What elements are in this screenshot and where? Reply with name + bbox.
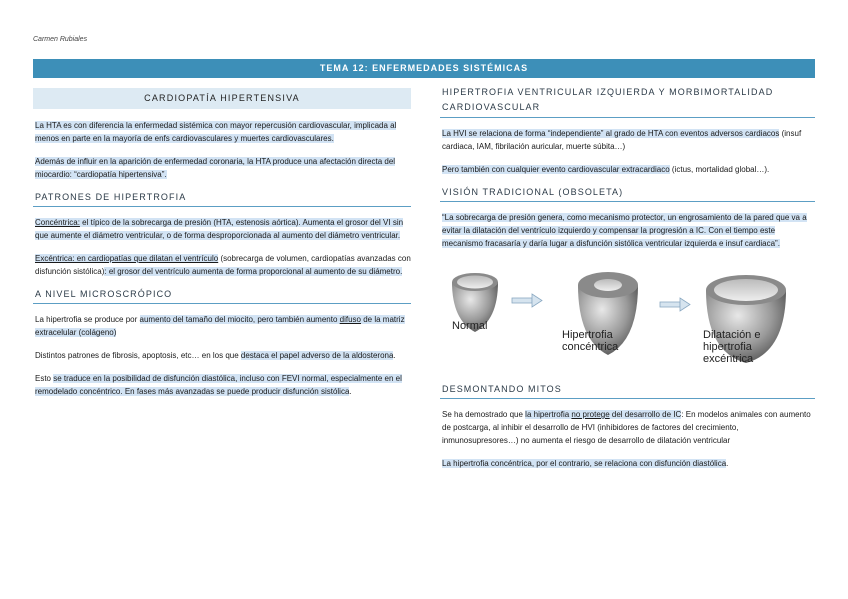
text: Se ha demostrado que (442, 410, 526, 419)
paragraph-vision-tradicional (440, 211, 815, 250)
highlight: aumento del tamaño del miocito, pero también aumento (139, 315, 340, 324)
term-excentrica: Excéntrica: en cardiopatías que dilatan el ventrículo (35, 254, 219, 263)
paragraph-hta-intro (33, 119, 411, 145)
highlight: del desarrollo de IC (609, 410, 682, 419)
figure-hypertrophy-patterns (440, 260, 815, 375)
paragraph-hvi-extracardiaco (440, 163, 815, 176)
paragraph-disfuncion-diastolica (440, 457, 815, 470)
arrow-right-icon (660, 298, 690, 311)
highlight: La hipertrofia concéntrica, por el contrario, se relaciona con disfunción diastólica (442, 459, 727, 468)
text: . (349, 387, 352, 396)
section-nivel-microscopico: A NIVEL MICROSCRÓPICO (33, 288, 411, 304)
label-normal: Normal (452, 320, 488, 332)
highlight: La HVI se relaciona de forma “independiente” al grado de HTA con eventos adversos cardiacos (442, 129, 780, 138)
paragraph-hta-miocardio (33, 155, 411, 181)
excentrica-conclusion: : el grosor del ventrículo aumenta de forma proporcional al aumento de su diámetro. (104, 267, 403, 276)
section-cardiopatia-hipertensiva: CARDIOPATÍA HIPERTENSIVA (33, 88, 411, 109)
label-hipertrofia-concentrica (562, 329, 618, 353)
label-line: Dilatación e (703, 329, 761, 341)
concentrica-text: el típico de la sobrecarga de presión (HTA, estenosis aórtica). Aumenta el grosor del VI sin que aumente el diámetro ventricular, o de forma desproporcionada al aumento del diámetro ventricular. (35, 218, 404, 240)
label-line: Hipertrofia (562, 329, 613, 341)
highlight: La HTA es con diferencia la enfermedad sistémica con mayor repercusión cardiovascular, implicada al menos en parte en la mayoría de enfs cardiovasculares y muertes cardiovasculares. (35, 121, 397, 143)
term-concentrica: Concéntrica: (35, 218, 80, 227)
highlight (35, 218, 403, 240)
author-name: Carmen Rubiales (33, 36, 88, 43)
text: : En modelos animales con aumento de postcarga, al inhibir el desarrollo de HVI (inhibidores de factores del crecimiento, inmunosupresores…) no aumenta el riesgo de desarrollo de dilatación ventricular (442, 410, 811, 445)
paragraph-disfuncion (33, 372, 411, 398)
text: La hipertrofia se produce por (35, 315, 140, 324)
highlight: de la matriz extracelular (colágeno) (35, 315, 405, 337)
paragraph-concentrica (33, 216, 411, 242)
text: (insuf cardiaca, IAM, fibrilación auricular, muerte súbita…) (442, 129, 802, 151)
section-hvi-morbimortalidad: HIPERTROFIA VENTRICULAR IZQUIERDA Y MORBIMORTALIDAD CARDIOVASCULAR (440, 85, 815, 118)
page-title-banner: TEMA 12: ENFERMEDADES SISTÉMICAS (33, 59, 815, 78)
highlight: la hipertrofia (525, 410, 572, 419)
paragraph-no-protege (440, 408, 815, 447)
label-hipertrofia-excentrica (703, 329, 760, 365)
highlight: Además de influir en la aparición de enfermedad coronaria, la HTA produce una afectación directa del miocardio: “cardiopatía hipertensiva”. (35, 157, 396, 179)
section-patrones-hipertrofia: PATRONES DE HIPERTROFIA (33, 191, 411, 207)
left-column (33, 88, 411, 408)
paragraph-miocito (33, 313, 411, 339)
paragraph-excentrica (33, 252, 411, 278)
highlight-difuso: difuso (339, 315, 361, 324)
text: . (393, 351, 396, 360)
section-vision-tradicional: VISIÓN TRADICIONAL (OBSOLETA) (440, 186, 815, 202)
arrow-right-icon (512, 294, 542, 307)
right-column (440, 85, 815, 480)
section-desmontando-mitos: DESMONTANDO MITOS (440, 383, 815, 399)
label-line: hipertrofia (703, 341, 752, 353)
text: . (726, 459, 729, 468)
text: Esto (35, 374, 54, 383)
excentrica-detail: (sobrecarga de volumen, cardiopatías avanzadas con disfunción sistólica) (35, 254, 411, 276)
highlight-disfuncion-diastolica: se traduce en la posibilidad de disfunción diastólica, incluso con FEVI normal, especialmente en el remodelado concéntrico. En fases más avanzadas se puede producir disfunción sistólica (35, 374, 402, 396)
text: Distintos patrones de fibrosis, apoptosis, etc… en los que (35, 351, 241, 360)
text: (ictus, mortalidad global…). (669, 165, 770, 174)
paragraph-fibrosis (33, 349, 411, 362)
paragraph-hvi-eventos (440, 127, 815, 153)
highlight: Pero también con cualquier evento cardiovascular extracardiaco (442, 165, 670, 174)
highlight: “La sobrecarga de presión genera, como mecanismo protector, un engrosamiento de la pared que va a evitar la dilatación del ventrículo izquierdo y compensar la progresión a IC. Con el tiempo este mecanismo fracasaría y daría lugar a disfunción sistólica ventricular izquierda e insuf cardiaca”. (442, 213, 807, 248)
label-line: excéntrica (703, 353, 754, 365)
highlight-no-protege: no protege (571, 410, 610, 419)
label-line: concéntrica (562, 341, 619, 353)
highlight-aldosterona: destaca el papel adverso de la aldosterona (240, 351, 394, 360)
